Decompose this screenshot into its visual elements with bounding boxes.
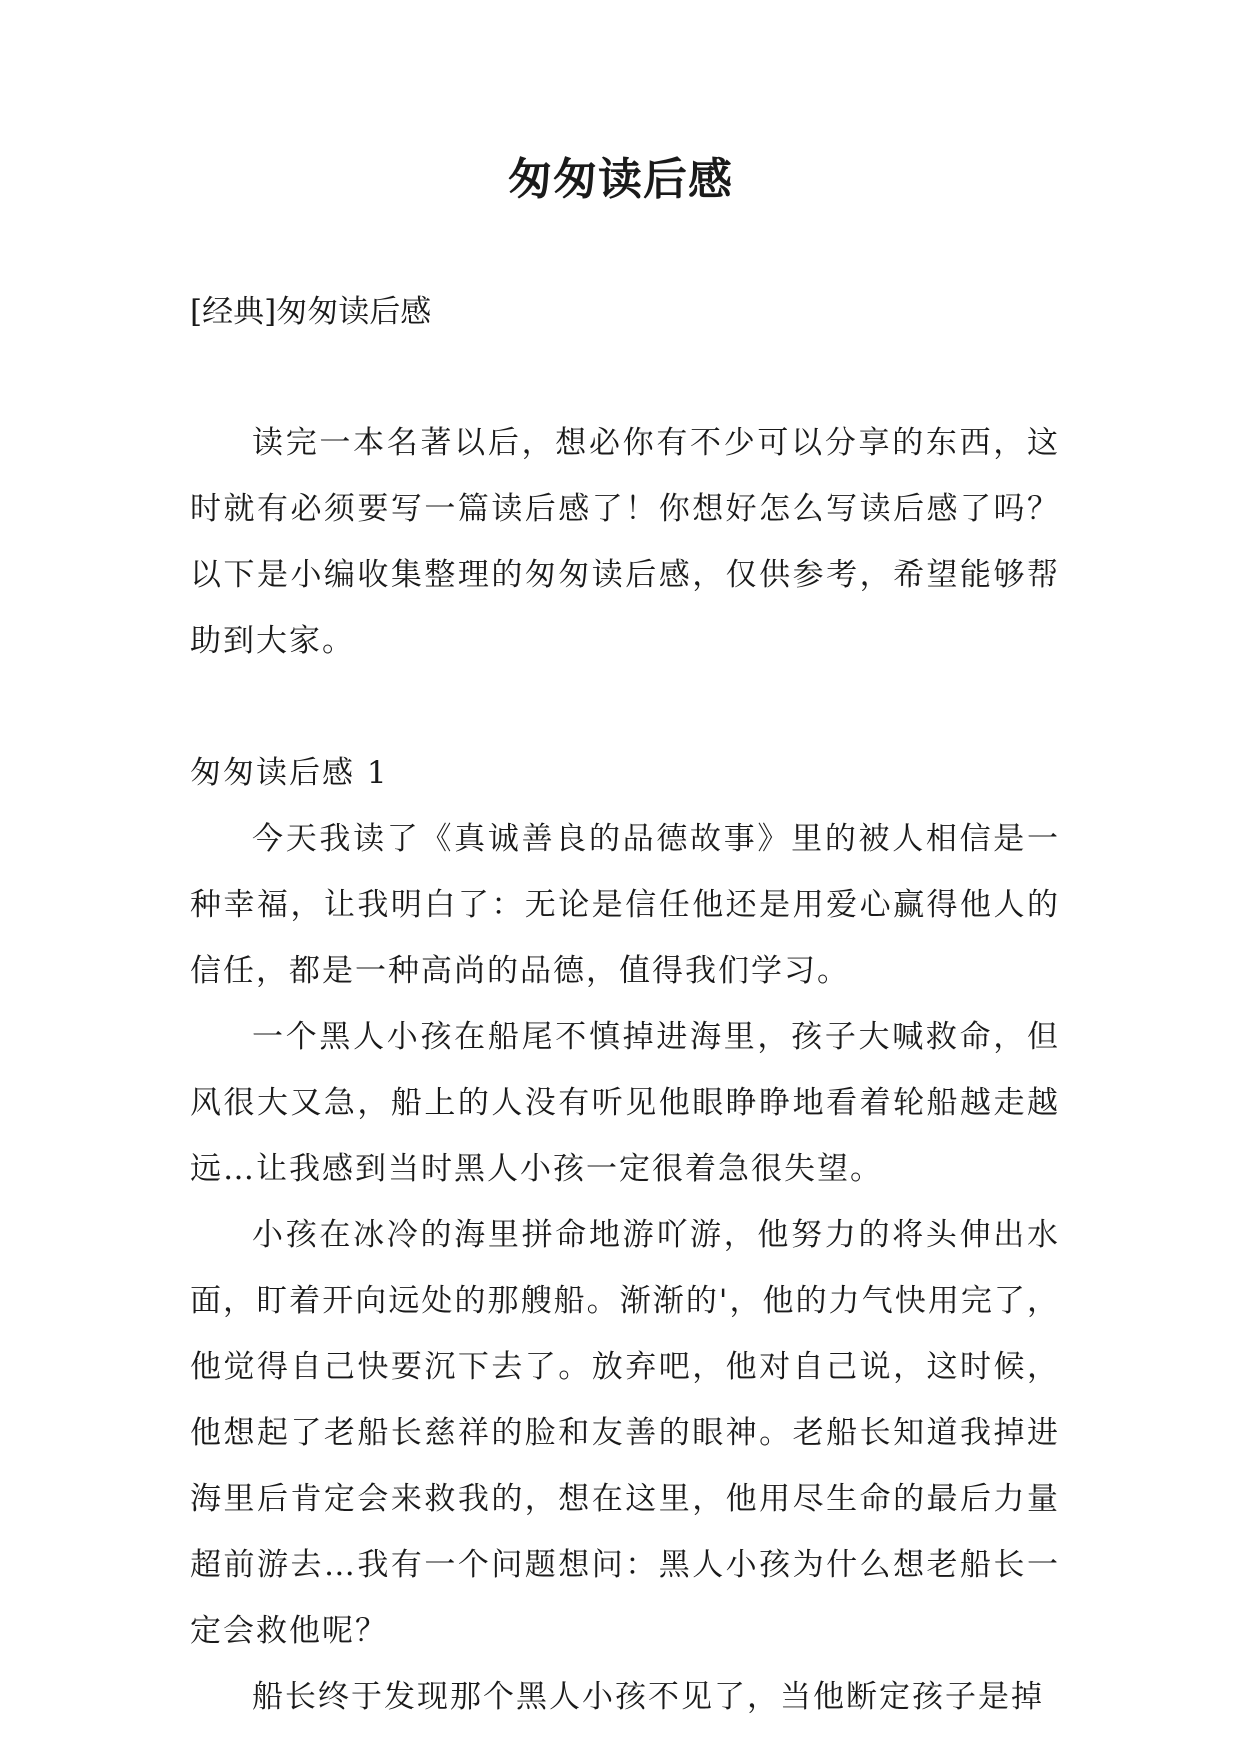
document-body <box>190 410 1060 1730</box>
document-title: 匆匆读后感 <box>508 154 733 205</box>
document-subtitle: [经典]匆匆读后感 <box>190 294 432 330</box>
body-paragraph-1: 今天我读了《真诚善良的品德故事》里的被人相信是一种幸福，让我明白了：无论是信任他还是用爱心赢得他人的信任，都是一种高尚的品德，值得我们学习。 <box>190 821 1060 989</box>
section-heading: 匆匆读后感 1 <box>190 755 389 791</box>
paragraph-gap <box>190 674 1060 740</box>
body-paragraph-4: 船长终于发现那个黑人小孩不见了，当他断定孩子是掉 <box>252 1679 1044 1715</box>
body-paragraph-2: 一个黑人小孩在船尾不慎掉进海里，孩子大喊救命，但风很大又急，船上的人没有听见他眼睁睁地看着轮船越走越远…让我感到当时黑人小孩一定很着急很失望。 <box>190 1019 1060 1187</box>
intro-paragraph: 读完一本名著以后，想必你有不少可以分享的东西，这时就有必须要写一篇读后感了！你想好怎么写读后感了吗？以下是小编收集整理的匆匆读后感，仅供参考，希望能够帮助到大家。 <box>190 425 1060 659</box>
body-paragraph-3: 小孩在冰冷的海里拼命地游吖游，他努力的将头伸出水面，盯着开向远处的那艘船。渐渐的'，他的力气快用完了，他觉得自己快要沉下去了。放弃吧，他对自己说，这时候，他想起了老船长慈祥的脸和友善的眼神。老船长知道我掉进海里后肯定会来救我的，想在这里，他用尽生命的最后力量超前游去…我有一个问题想问：黑人小孩为什么想老船长一定会救他呢？ <box>190 1217 1060 1649</box>
